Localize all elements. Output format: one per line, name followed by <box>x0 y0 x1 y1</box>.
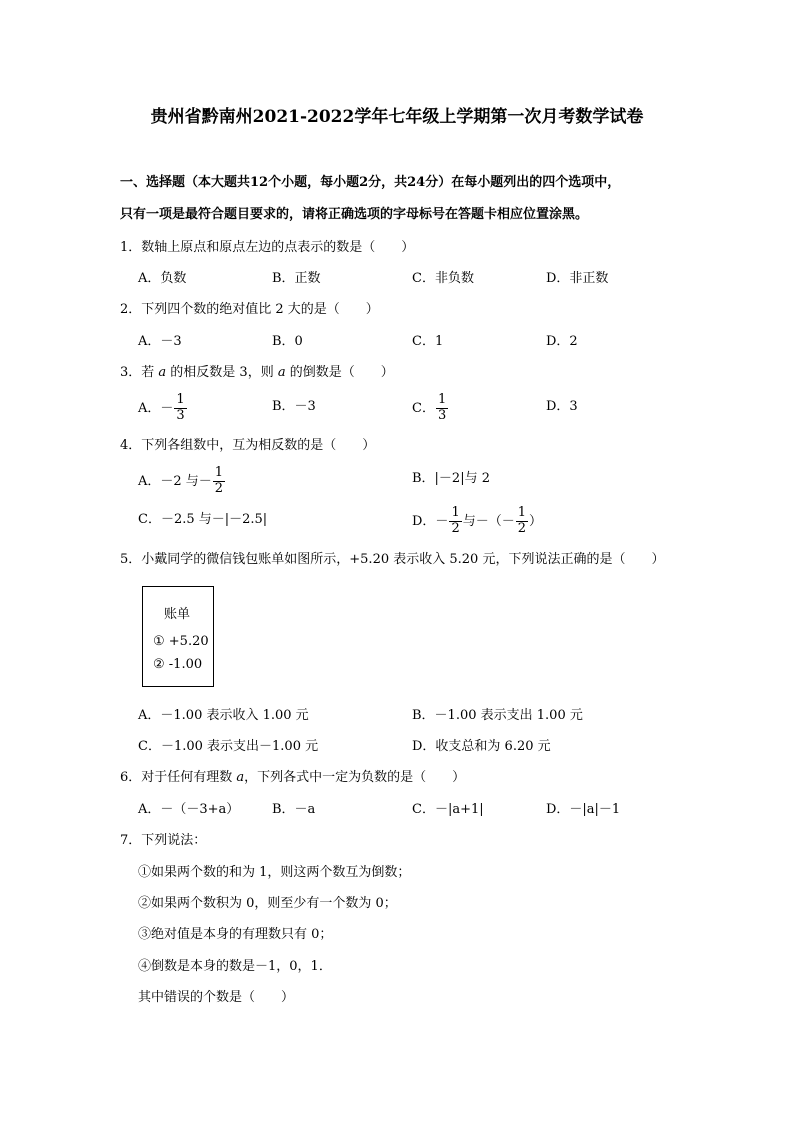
q7-statement-1: ①如果两个数的和为 1，则这两个数互为倒数； <box>138 865 411 880</box>
q3-option-b: B．－3 <box>272 399 316 414</box>
q7-statement-2: ②如果两个数积为 0，则至少有一个数为 0； <box>138 896 397 911</box>
q5-option-b: B．－1.00 表示支出 1.00 元 <box>412 708 583 723</box>
bill-figure <box>142 586 214 687</box>
q6-option-d: D．－|a|－1 <box>546 802 621 817</box>
q6-option-a: A．－（－3+a） <box>138 802 240 817</box>
question-5-stem: 5．小戴同学的微信钱包账单如图所示，+5.20 表示收入 5.20 元，下列说法正确的是（ ） <box>120 552 665 567</box>
fraction: $\frac{1}{3}$ <box>176 392 185 423</box>
fraction: $\frac{1}{2}$ <box>451 505 460 536</box>
q7-tail: 其中错误的个数是（ ） <box>138 990 295 1005</box>
q4-option-c: C．－2.5 与－|－2.5| <box>138 512 268 527</box>
fraction: $\frac{1}{3}$ <box>437 392 447 423</box>
q2-option-c: C．1 <box>412 334 444 349</box>
q7-statement-3: ③绝对值是本身的有理数只有 0； <box>138 927 333 942</box>
q6-option-b: B．－a <box>272 802 316 817</box>
q1-option-b: B．正数 <box>272 271 321 286</box>
q3-option-a: A．－ $\frac{1}{3}$ <box>138 392 185 423</box>
question-1-stem: 1．数轴上原点和原点左边的点表示的数是（ ） <box>120 240 415 255</box>
bill-title: 账单 <box>164 607 191 622</box>
section-heading-line2: 只有一项是最符合题目要求的，请将正确选项的字母标号在答题卡相应位置涂黑。 <box>120 207 589 222</box>
question-7-stem: 7．下列说法： <box>120 833 207 848</box>
q3-option-c: C． $\frac{1}{3}$ <box>412 392 447 423</box>
question-4-stem: 4．下列各组数中，互为相反数的是（ ） <box>120 438 376 453</box>
q1-option-c: C．非负数 <box>412 271 474 286</box>
fraction: $\frac{1}{2}$ <box>517 505 527 536</box>
q3-option-d: D．3 <box>546 399 578 414</box>
section-heading-line1: 一、选择题（本大题共12个小题，每小题2分，共24分）在每小题列出的四个选项中， <box>120 175 621 190</box>
q1-option-d: D．非正数 <box>546 271 609 286</box>
q2-option-a: A．－3 <box>138 334 182 349</box>
q4-option-b: B．|－2|与 2 <box>412 471 490 486</box>
q2-option-b: B．0 <box>272 334 303 349</box>
q5-option-a: A．－1.00 表示收入 1.00 元 <box>138 708 309 723</box>
q6-option-c: C．－|a+1| <box>412 802 484 817</box>
bill-row-2: ② -1.00 <box>153 657 203 672</box>
question-6-stem: 6．对于任何有理数 a，下列各式中一定为负数的是（ ） <box>120 770 466 785</box>
question-3-stem: 3．若 a 的相反数是 3，则 a 的倒数是（ ） <box>120 365 394 380</box>
page-title: 贵州省黔南州2021-2022学年七年级上学期第一次月考数学试卷 <box>150 107 644 127</box>
q2-option-d: D．2 <box>546 334 578 349</box>
q7-statement-4: ④倒数是本身的数是－1，0，1． <box>138 959 332 974</box>
fraction: $\frac{1}{2}$ <box>214 465 224 496</box>
bill-row-1: ① +5.20 <box>153 634 209 649</box>
q4-option-a: A．－2 与－ $\frac{1}{2}$ <box>138 465 224 496</box>
q5-option-d: D．收支总和为 6.20 元 <box>412 739 551 754</box>
q4-option-d: D．－ $\frac{1}{2}$ 与－（－ $\frac{1}{2}$ ） <box>412 505 543 536</box>
q5-option-c: C．－1.00 表示支出－1.00 元 <box>138 739 319 754</box>
question-2-stem: 2．下列四个数的绝对值比 2 大的是（ ） <box>120 302 379 317</box>
q1-option-a: A．负数 <box>138 271 187 286</box>
